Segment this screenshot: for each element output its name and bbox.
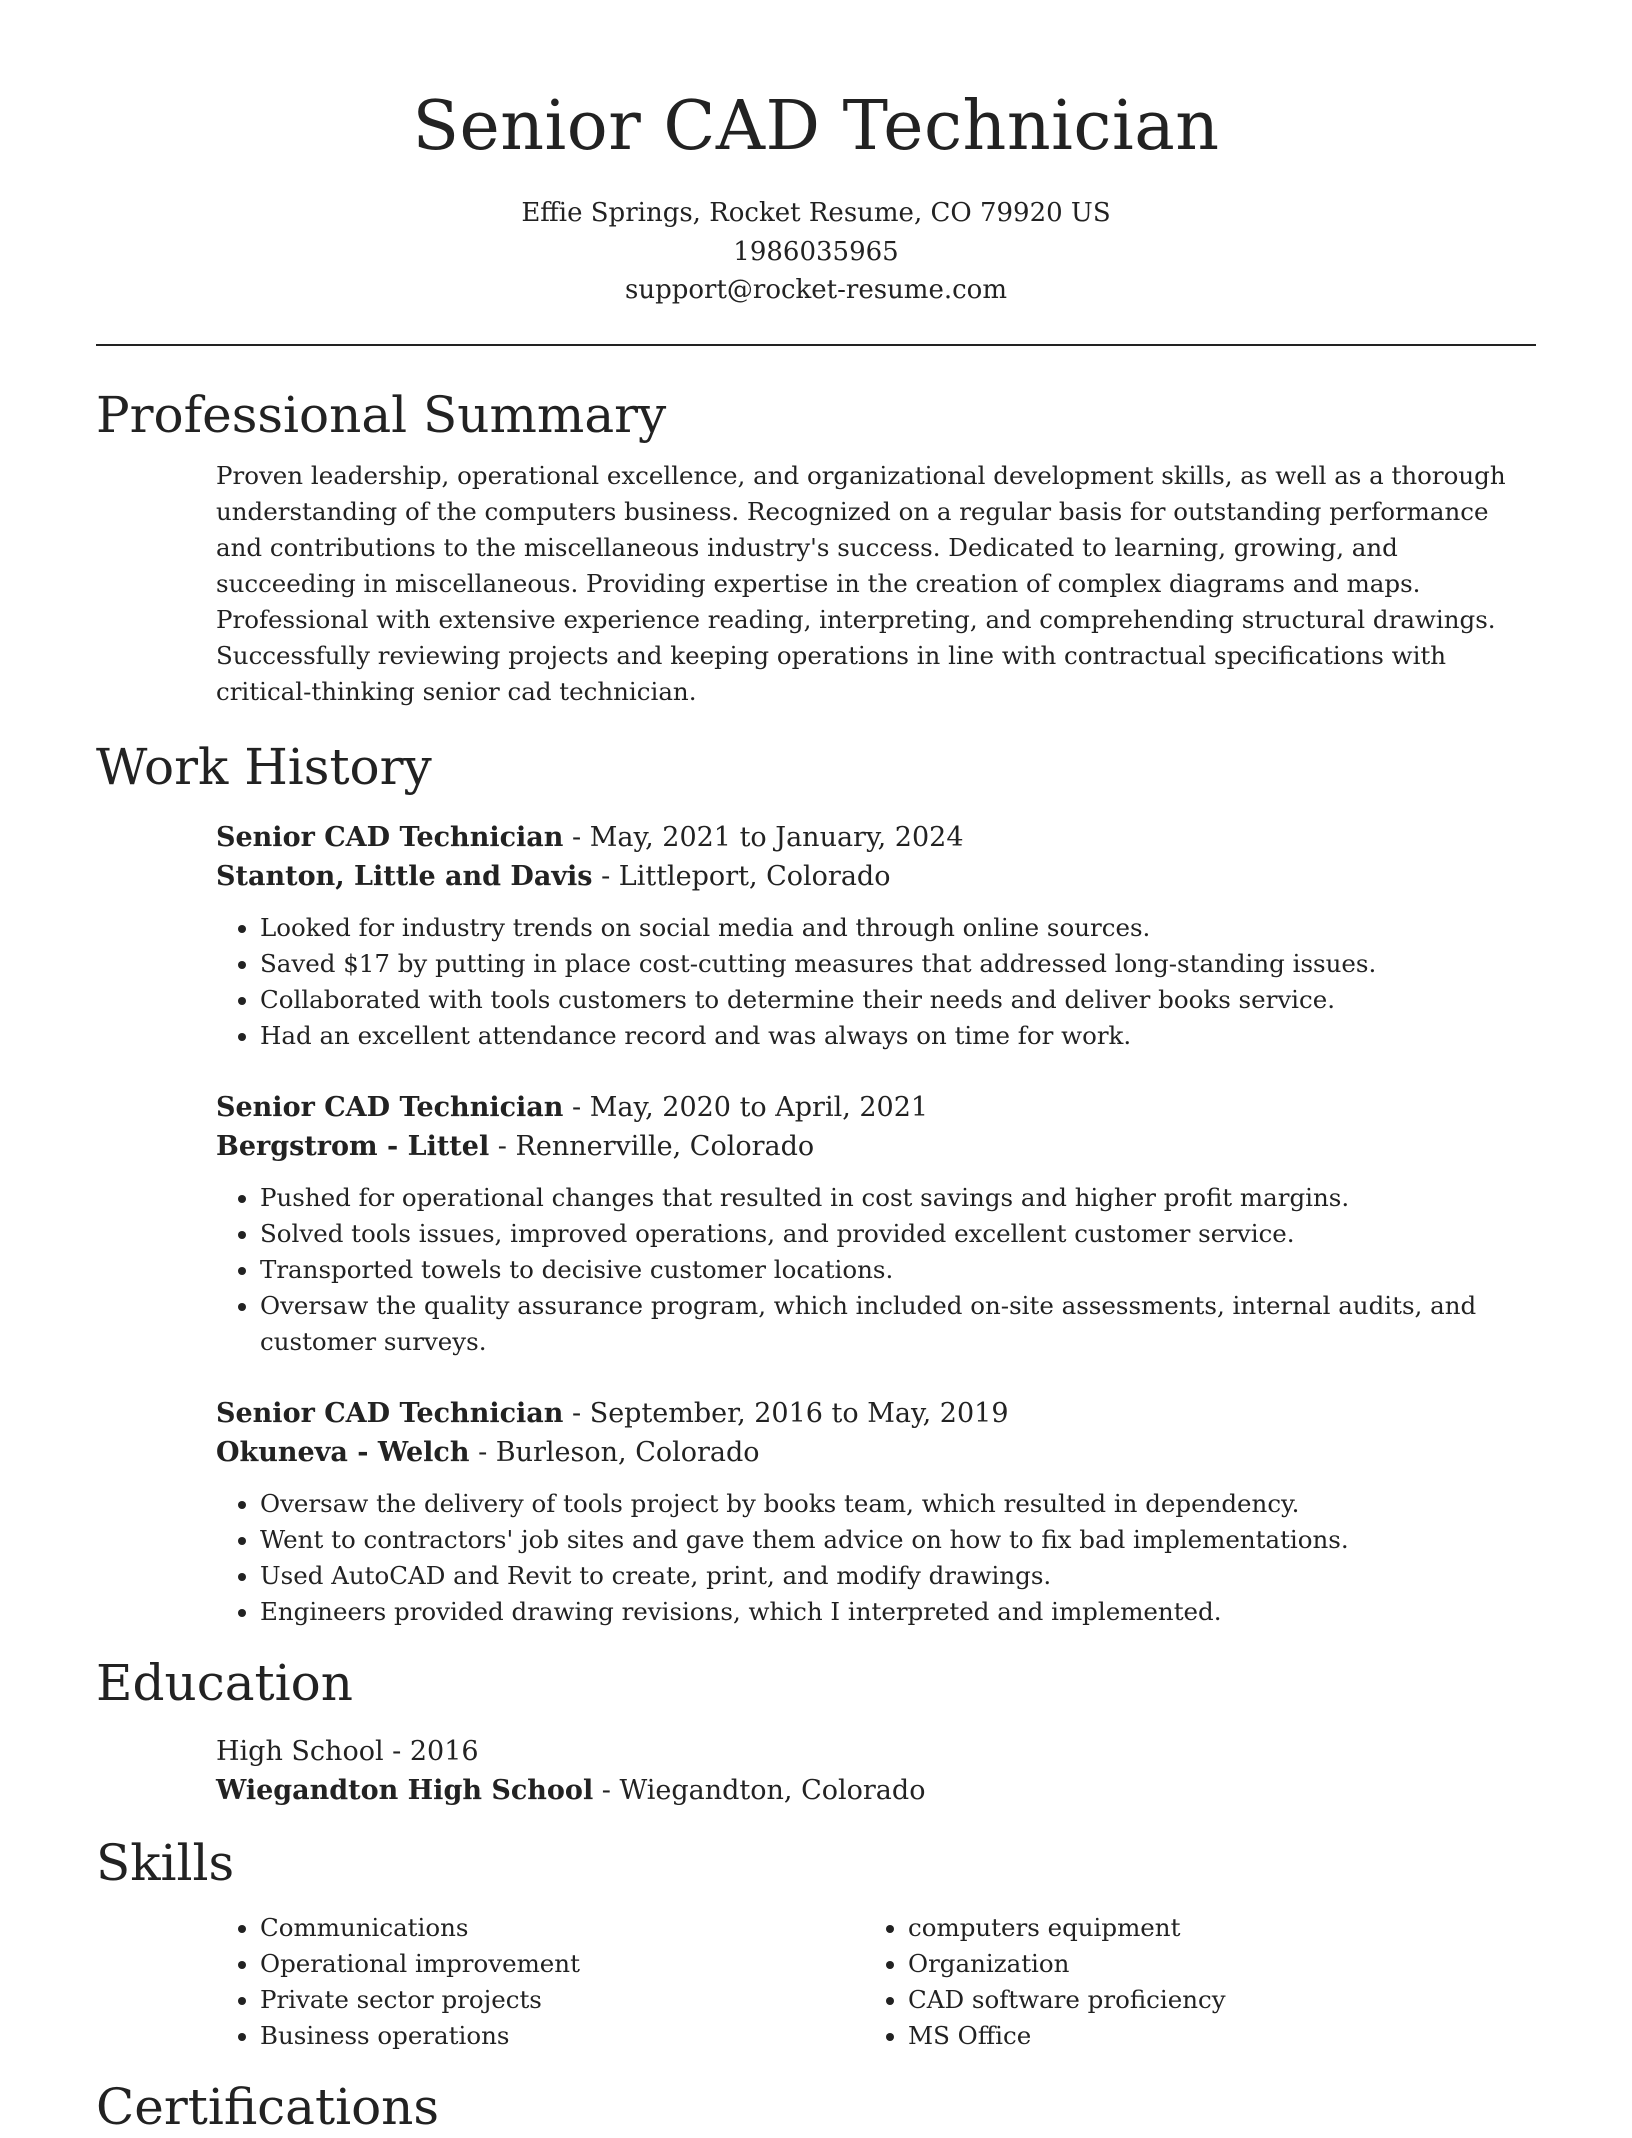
resume-title: Senior CAD Technician	[412, 87, 1220, 166]
job-title-line	[216, 1088, 1536, 1127]
job-dates: - September, 2016 to May, 2019	[563, 1397, 1009, 1429]
job-title: Senior CAD Technician	[216, 1397, 564, 1429]
job-dates: - May, 2021 to January, 2024	[563, 821, 964, 853]
job-company-line	[216, 1433, 1536, 1472]
job-bullet: • Engineers provided drawing revisions, which I interpreted and implemented.	[260, 1594, 1536, 1630]
job-bullet: • Oversaw the delivery of tools project by books team, which resulted in dependency.	[260, 1486, 1536, 1522]
summary-text: Proven leadership, operational excellence, and organizational development skills, as well as a thorough understanding of the computers business. Recognized on a regular basis for outstanding performance and contributions to the miscellaneous industry's success. Dedicated to learning, growing, and succeeding in miscellaneous. Providing expertise in the creation of complex diagrams and maps. Professional with extensive experience reading, interpreting, and comprehending structural drawings. Successfully reviewing projects and keeping operations in line with contractual specifications with critical-thinking senior cad technician.	[216, 460, 1506, 706]
job-location: - Rennerville, Colorado	[489, 1130, 815, 1162]
skill-item: • Operational improvement	[260, 1946, 864, 1982]
job-location: - Burleson, Colorado	[469, 1436, 760, 1468]
education-degree: High School	[216, 1735, 384, 1767]
education-location: - Wiegandton, Colorado	[593, 1774, 926, 1806]
job-bullet: • Pushed for operational changes that resulted in cost savings and higher profit margins.	[260, 1180, 1536, 1216]
header-divider	[96, 344, 1536, 346]
job-title-line	[216, 1394, 1536, 1433]
skills-column-right	[864, 1910, 1512, 2054]
job-bullet: • Collaborated with tools customers to determine their needs and deliver books service.	[260, 982, 1536, 1018]
certifications-heading: Certifications	[96, 2077, 440, 2136]
job-location: - Littleport, Colorado	[592, 860, 891, 892]
job-bullet: • Oversaw the quality assurance program, which included on-site assessments, internal audits, and customer surveys.	[260, 1288, 1536, 1360]
job-bullet: • Transported towels to decisive customer locations.	[260, 1252, 1536, 1288]
skill-item: • computers equipment	[908, 1910, 1512, 1946]
contact-info	[96, 194, 1536, 310]
work-history-heading: Work History	[96, 737, 432, 796]
job-bullets	[216, 1486, 1536, 1630]
job-title-line	[216, 818, 1536, 857]
job-company: Bergstrom - Littel	[216, 1130, 490, 1162]
job-bullet: • Solved tools issues, improved operations, and provided excellent customer service.	[260, 1216, 1536, 1252]
education-heading: Education	[96, 1653, 353, 1712]
education-school-line	[216, 1771, 1536, 1810]
job-company: Okuneva - Welch	[216, 1436, 470, 1468]
contact-phone: 1986035965	[733, 236, 899, 267]
skill-item: • Private sector projects	[260, 1982, 864, 2018]
education-degree-line	[216, 1732, 1536, 1771]
job-bullet: • Used AutoCAD and Revit to create, print, and modify drawings.	[260, 1558, 1536, 1594]
education-year: - 2016	[383, 1735, 479, 1767]
education-entry	[216, 1732, 1536, 1810]
education-school: Wiegandton High School	[216, 1774, 594, 1806]
skills-heading: Skills	[96, 1833, 235, 1892]
job-bullet: • Looked for industry trends on social media and through online sources.	[260, 910, 1536, 946]
skills-column-left	[216, 1910, 864, 2054]
job-entry	[216, 1088, 1536, 1360]
summary-heading: Professional Summary	[96, 385, 667, 444]
skill-item: • Organization	[908, 1946, 1512, 1982]
skill-item: • Business operations	[260, 2018, 864, 2054]
job-bullets	[216, 910, 1536, 1054]
job-company: Stanton, Little and Davis	[216, 860, 593, 892]
skill-item: • Communications	[260, 1910, 864, 1946]
job-title: Senior CAD Technician	[216, 821, 564, 853]
job-company-line	[216, 857, 1536, 896]
job-company-line	[216, 1127, 1536, 1166]
job-bullet: • Had an excellent attendance record and was always on time for work.	[260, 1018, 1536, 1054]
job-bullets	[216, 1180, 1536, 1360]
skill-item: • CAD software proficiency	[908, 1982, 1512, 2018]
skills-list	[216, 1910, 1536, 2054]
job-bullet: • Saved $17 by putting in place cost-cutting measures that addressed long-standing issues.	[260, 946, 1536, 982]
resume-page	[96, 0, 1536, 2138]
job-dates: - May, 2020 to April, 2021	[563, 1091, 929, 1123]
resume-header	[96, 0, 1536, 310]
job-entry	[216, 818, 1536, 1054]
job-title: Senior CAD Technician	[216, 1091, 564, 1123]
contact-email: support@rocket-resume.com	[624, 275, 1007, 305]
job-entry	[216, 1394, 1536, 1630]
skill-item: • MS Office	[908, 2018, 1512, 2054]
contact-address: Effie Springs, Rocket Resume, CO 79920 US	[521, 198, 1111, 228]
job-bullet: • Went to contractors' job sites and gave them advice on how to fix bad implementations.	[260, 1522, 1536, 1558]
